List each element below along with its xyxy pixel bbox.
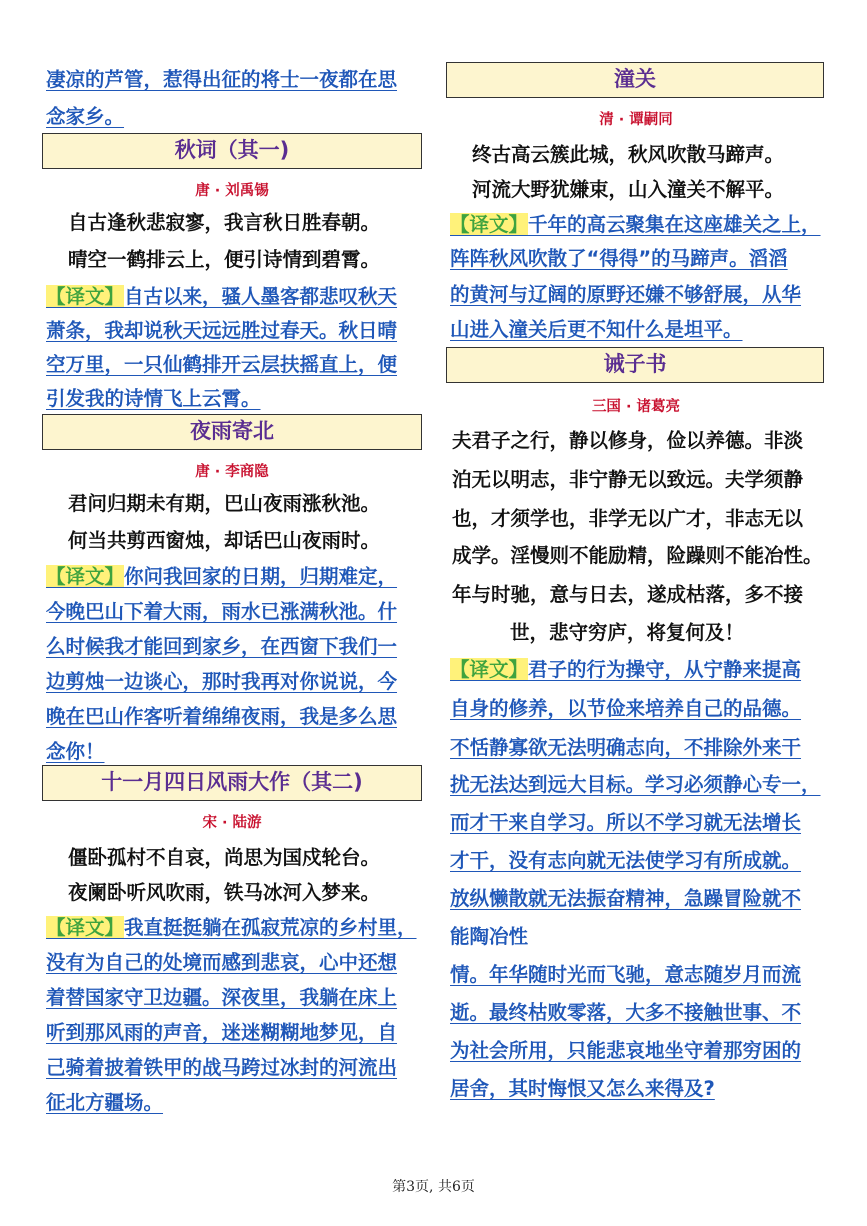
poem-title-tongguan: 潼关 <box>446 62 824 98</box>
translation-line: 念家乡。 <box>46 105 125 128</box>
translation-line: 着替国家守卫边疆。深夜里，我躺在床上 <box>46 986 398 1009</box>
translation-line: 空万里，一只仙鹤排开云层扶摇直上，便 <box>46 353 398 376</box>
translation-line: 居舍，其时悔恨又怎么来得及? <box>450 1077 715 1100</box>
poem-author-qiuci: 唐 · 刘禹锡 <box>195 183 269 199</box>
poem-title-shiyiyue: 十一月四日风雨大作（其二) <box>42 765 422 801</box>
translation-line: 才干，没有志向就无法使学习有所成就。 <box>450 849 802 872</box>
translation-line: 今晚巴山下着大雨，雨水已涨满秋池。什 <box>46 600 398 623</box>
translation-line: 萧条，我却说秋天远远胜过春天。秋日晴 <box>46 319 398 342</box>
poem-line: 年与时驰，意与日去，遂成枯落，多不接 <box>452 583 804 606</box>
translation-line: 不恬静寡欲无法明确志向，不排除外来干 <box>450 736 802 759</box>
translation-line: 晚在巴山作客听着绵绵夜雨，我是多么思 <box>46 705 398 728</box>
poem-line: 也，才须学也，非学无以广才，非志无以 <box>452 507 804 530</box>
poem-line: 晴空一鹤排云上，便引诗情到碧霄。 <box>68 248 381 271</box>
translation-line: 能陶冶性 <box>450 925 529 948</box>
translation-line: 【译文】你问我回家的日期，归期难定， <box>46 565 398 588</box>
translation-label: 【译文】 <box>450 658 529 681</box>
poem-line: 泊无以明志，非宁静无以致远。夫学须静 <box>452 468 804 491</box>
translation-line: 征北方疆场。 <box>46 1091 164 1114</box>
translation-label: 【译文】 <box>450 213 529 236</box>
translation-line: 情。年华随时光而飞驰，意志随岁月而流 <box>450 963 802 986</box>
translation-line: 【译文】君子的行为操守，从宁静来提高 <box>450 658 802 681</box>
translation-line: 边剪烛一边谈心，那时我再对你说说，今 <box>46 670 398 693</box>
translation-line: 没有为自己的处境而感到悲哀，心中还想 <box>46 951 398 974</box>
poem-author-shiyiyue: 宋 · 陆游 <box>202 815 262 831</box>
translation-line: 凄凉的芦管，惹得出征的将士一夜都在思 <box>46 68 398 91</box>
poem-line: 夫君子之行，静以修身，俭以养德。非淡 <box>452 429 804 452</box>
translation-line: 么时候我才能回到家乡，在西窗下我们一 <box>46 635 398 658</box>
poem-line: 自古逢秋悲寂寥，我言秋日胜春朝。 <box>68 211 381 234</box>
translation-line: 扰无法达到远大目标。学习必须静心专一， <box>450 773 821 796</box>
translation-line: 己骑着披着铁甲的战马跨过冰封的河流出 <box>46 1056 398 1079</box>
translation-line: 山进入潼关后更不知什么是坦平。 <box>450 318 743 341</box>
poem-author-tongguan: 清 · 谭嗣同 <box>599 112 673 128</box>
poem-line: 君问归期未有期，巴山夜雨涨秋池。 <box>68 492 381 515</box>
poem-line: 河流大野犹嫌束，山入潼关不解平。 <box>472 178 785 201</box>
translation-line: 逝。最终枯败零落，大多不接触世事、不 <box>450 1001 802 1024</box>
translation-line: 自身的修养，以节俭来培养自己的品德。 <box>450 697 802 720</box>
poem-line: 世，悲守穷庐，将复何及！ <box>510 621 745 644</box>
translation-line: 的黄河与辽阔的原野还嫌不够舒展，从华 <box>450 283 802 306</box>
translation-line: 引发我的诗情飞上云霄。 <box>46 387 261 410</box>
translation-line: 念你！ <box>46 740 105 763</box>
poem-title-yeyu: 夜雨寄北 <box>42 414 422 450</box>
page-footer: 第3页, 共6页 <box>392 1179 475 1195</box>
poem-line: 终古高云簇此城，秋风吹散马蹄声。 <box>472 143 785 166</box>
translation-label: 【译文】 <box>46 916 125 939</box>
translation-line: 放纵懒散就无法振奋精神，急躁冒险就不 <box>450 887 802 910</box>
poem-line: 夜阑卧听风吹雨，铁马冰河入梦来。 <box>68 881 381 904</box>
poem-title-jiezishu: 诫子书 <box>446 347 824 383</box>
translation-line: 为社会所用，只能悲哀地坐守着那穷困的 <box>450 1039 802 1062</box>
translation-line: 【译文】我直挺挺躺在孤寂荒凉的乡村里， <box>46 916 417 939</box>
translation-label: 【译文】 <box>46 565 125 588</box>
poem-line: 成学。淫慢则不能励精，险躁则不能冶性。 <box>452 544 823 567</box>
translation-line: 而才干来自学习。所以不学习就无法增长 <box>450 811 802 834</box>
translation-label: 【译文】 <box>46 285 125 308</box>
poem-title-qiuci: 秋词（其一) <box>42 133 422 169</box>
poem-line: 何当共剪西窗烛，却话巴山夜雨时。 <box>68 529 381 552</box>
translation-line: 听到那风雨的声音，迷迷糊糊地梦见，自 <box>46 1021 398 1044</box>
poem-author-yeyu: 唐 · 李商隐 <box>195 464 269 480</box>
poem-author-jiezishu: 三国 · 诸葛亮 <box>591 399 681 415</box>
poem-line: 僵卧孤村不自哀，尚思为国戍轮台。 <box>68 846 381 869</box>
translation-line: 【译文】自古以来，骚人墨客都悲叹秋天 <box>46 285 398 308</box>
translation-line: 阵阵秋风吹散了“得得”的马蹄声。滔滔 <box>450 247 788 270</box>
translation-line: 【译文】千年的高云聚集在这座雄关之上， <box>450 213 821 236</box>
